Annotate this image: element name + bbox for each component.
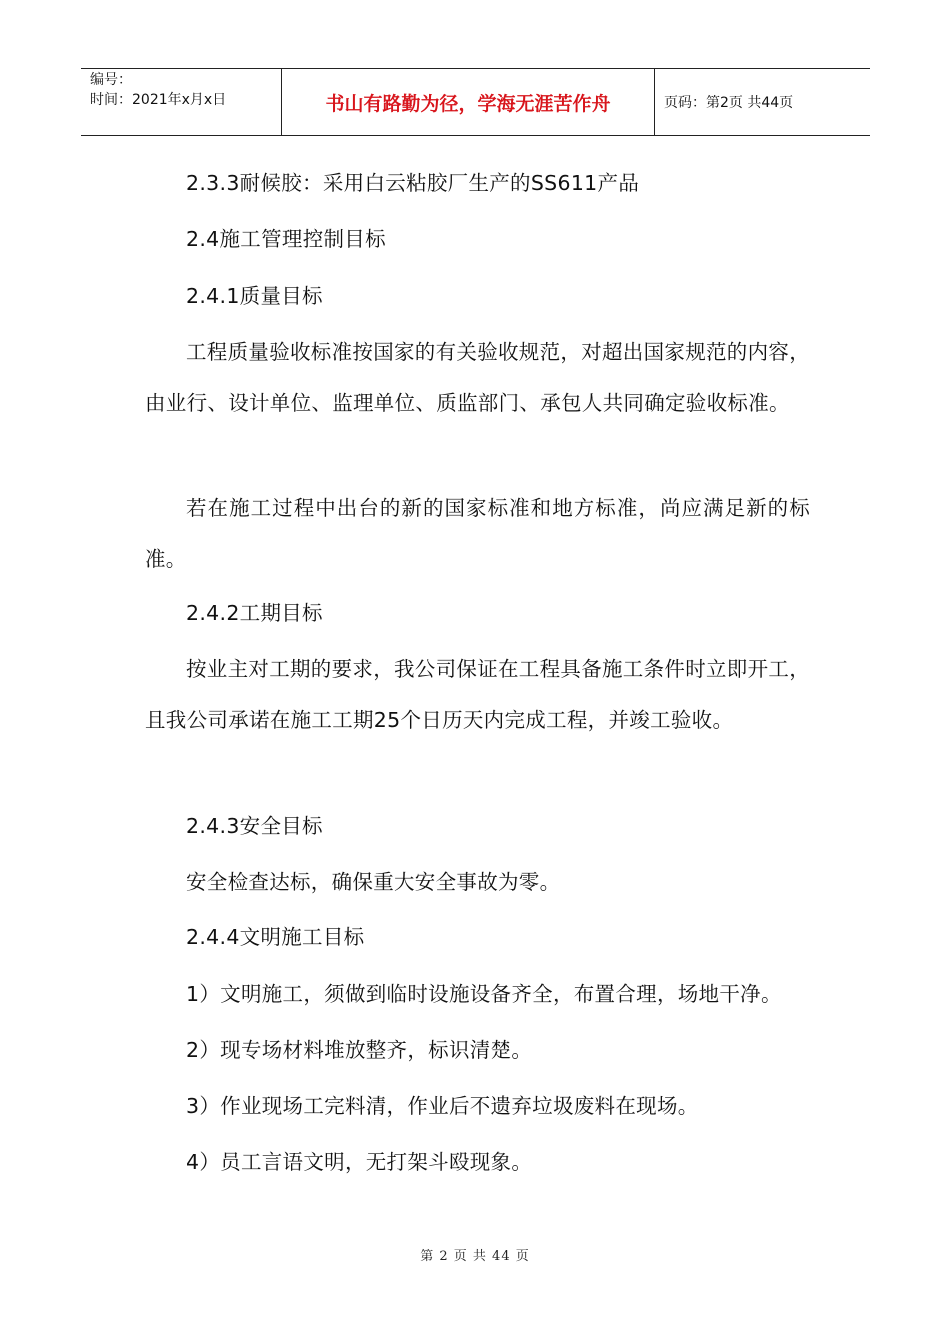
paragraph-safety-target: 安全检查达标，确保重大安全事故为零。 (186, 870, 561, 894)
list-item-3: 3）作业现场工完料清，作业后不遗弃垃圾废料在现场。 (186, 1094, 699, 1118)
section-heading-management-goals: 2.4施工管理控制目标 (186, 227, 386, 251)
header-page-number: 页码：第2页 共44页 (664, 95, 794, 111)
document-code-label: 编号： (90, 72, 132, 88)
paragraph-schedule-commitment: 按业主对工期的要求，我公司保证在工程具备施工条件时立即开工，且我公司承诺在施工工期25个日历天内完成工程，并竣工验收。 (145, 657, 810, 732)
header-page-cell (655, 69, 870, 135)
paragraph-new-standards: 若在施工过程中出台的新的国家标准和地方标准，尚应满足新的标准。 (145, 496, 810, 571)
header-motto-cell (281, 69, 655, 135)
list-item-2: 2）现专场材料堆放整齐，标识清楚。 (186, 1038, 533, 1062)
section-heading-schedule-goal: 2.4.2工期目标 (186, 601, 323, 625)
page-footer: 第 2 页 共 44 页 (420, 1249, 530, 1264)
paragraph-sealant: 2.3.3耐候胶：采用白云粘胶厂生产的SS611产品 (186, 171, 640, 195)
section-heading-civilized-construction: 2.4.4文明施工目标 (186, 925, 365, 949)
header-meta-cell (81, 69, 281, 135)
paragraph-quality-standard: 工程质量验收标准按国家的有关验收规范，对超出国家规范的内容，由业行、设计单位、监理单位、质监部门、承包人共同确定验收标准。 (145, 340, 810, 415)
list-item-4: 4）员工言语文明，无打架斗殴现象。 (186, 1150, 533, 1174)
section-heading-quality-goal: 2.4.1质量目标 (186, 284, 323, 308)
document-date-label: 时间：2021年x月x日 (90, 92, 227, 108)
header-motto: 书山有路勤为径，学海无涯苦作舟 (325, 93, 611, 115)
page-header (81, 68, 870, 136)
section-heading-safety-goal: 2.4.3安全目标 (186, 814, 323, 838)
list-item-1: 1）文明施工，须做到临时设施设备齐全，布置合理，场地干净。 (186, 982, 782, 1006)
